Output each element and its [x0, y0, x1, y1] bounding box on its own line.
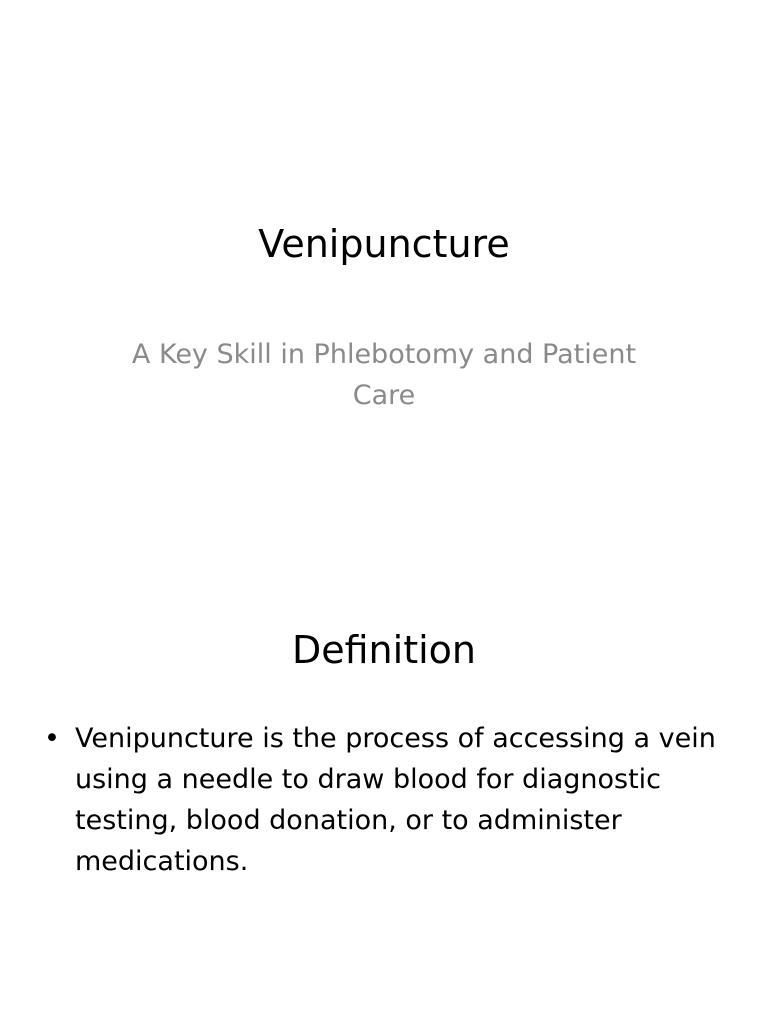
bullet-text: Venipuncture is the process of accessing a vein using a needle to draw blood for diagnostic testing, blood donation, or to administer medications.: [75, 723, 716, 877]
slide-title: Definition: [291, 628, 476, 672]
slide-title: Venipuncture: [258, 222, 510, 266]
bullet-item: [40, 718, 740, 882]
definition-slide: [0, 512, 768, 1024]
bullet-list: [40, 718, 740, 882]
bullet-icon: •: [44, 723, 60, 754]
slide-subtitle: A Key Skill in Phlebotomy and Patient Care: [131, 339, 637, 411]
